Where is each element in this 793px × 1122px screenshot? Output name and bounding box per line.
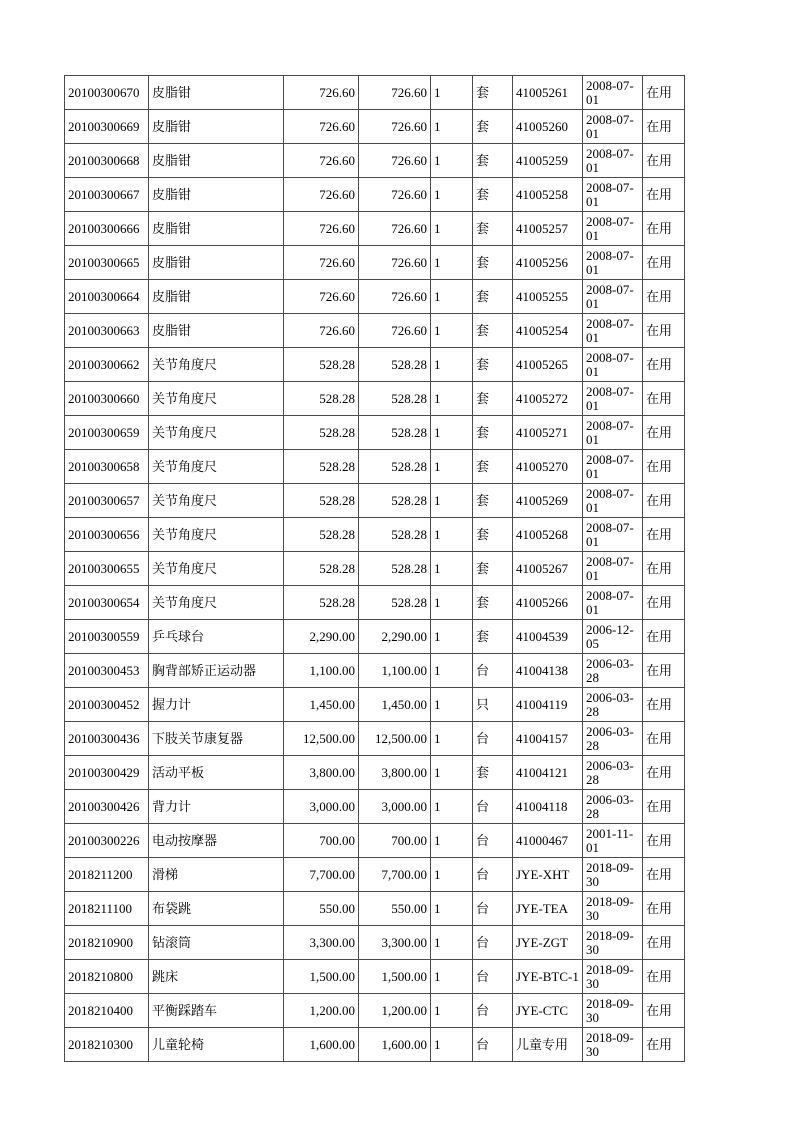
cell-asset-id: 2018210900 xyxy=(65,926,149,960)
table-row xyxy=(65,110,685,144)
table-row xyxy=(65,756,685,790)
cell-start-date: 2006-03-28 xyxy=(583,654,643,688)
cell-total-value: 726.60 xyxy=(359,76,431,110)
cell-start-date: 2008-07-01 xyxy=(583,518,643,552)
cell-status: 在用 xyxy=(643,960,685,994)
table-row xyxy=(65,246,685,280)
cell-asset-name: 布袋跳 xyxy=(149,892,284,926)
cell-start-date: 2008-07-01 xyxy=(583,110,643,144)
cell-asset-name: 关节角度尺 xyxy=(149,586,284,620)
cell-quantity: 1 xyxy=(431,892,473,926)
table-row xyxy=(65,586,685,620)
cell-status: 在用 xyxy=(643,348,685,382)
table-row xyxy=(65,382,685,416)
table-row xyxy=(65,416,685,450)
cell-status: 在用 xyxy=(643,756,685,790)
table-row xyxy=(65,960,685,994)
cell-asset-name: 皮脂钳 xyxy=(149,178,284,212)
cell-status: 在用 xyxy=(643,858,685,892)
cell-model-code: 41005265 xyxy=(513,348,583,382)
cell-asset-id: 20100300426 xyxy=(65,790,149,824)
cell-unit-price: 528.28 xyxy=(284,382,359,416)
cell-quantity: 1 xyxy=(431,484,473,518)
cell-asset-id: 20100300436 xyxy=(65,722,149,756)
cell-asset-id: 2018211100 xyxy=(65,892,149,926)
cell-total-value: 3,800.00 xyxy=(359,756,431,790)
cell-asset-name: 活动平板 xyxy=(149,756,284,790)
cell-asset-id: 2018210800 xyxy=(65,960,149,994)
cell-start-date: 2006-03-28 xyxy=(583,688,643,722)
cell-total-value: 7,700.00 xyxy=(359,858,431,892)
table-row xyxy=(65,722,685,756)
cell-asset-id: 20100300665 xyxy=(65,246,149,280)
cell-status: 在用 xyxy=(643,382,685,416)
cell-model-code: 儿童专用 xyxy=(513,1028,583,1062)
table-row xyxy=(65,688,685,722)
cell-model-code: 41005268 xyxy=(513,518,583,552)
cell-unit: 套 xyxy=(473,756,513,790)
cell-start-date: 2001-11-01 xyxy=(583,824,643,858)
table-row xyxy=(65,552,685,586)
cell-quantity: 1 xyxy=(431,178,473,212)
cell-unit: 套 xyxy=(473,246,513,280)
cell-unit-price: 528.28 xyxy=(284,552,359,586)
cell-asset-id: 20100300656 xyxy=(65,518,149,552)
cell-asset-name: 关节角度尺 xyxy=(149,552,284,586)
cell-unit: 套 xyxy=(473,348,513,382)
cell-model-code: 41004138 xyxy=(513,654,583,688)
cell-model-code: 41005271 xyxy=(513,416,583,450)
cell-start-date: 2018-09-30 xyxy=(583,960,643,994)
cell-quantity: 1 xyxy=(431,620,473,654)
cell-total-value: 1,100.00 xyxy=(359,654,431,688)
cell-quantity: 1 xyxy=(431,76,473,110)
cell-unit-price: 726.60 xyxy=(284,178,359,212)
cell-quantity: 1 xyxy=(431,586,473,620)
cell-asset-name: 皮脂钳 xyxy=(149,314,284,348)
cell-unit-price: 3,800.00 xyxy=(284,756,359,790)
cell-start-date: 2008-07-01 xyxy=(583,76,643,110)
cell-model-code: JYE-XHT xyxy=(513,858,583,892)
cell-start-date: 2018-09-30 xyxy=(583,994,643,1028)
table-row xyxy=(65,518,685,552)
cell-start-date: 2008-07-01 xyxy=(583,552,643,586)
table-row xyxy=(65,790,685,824)
cell-unit: 套 xyxy=(473,416,513,450)
cell-status: 在用 xyxy=(643,1028,685,1062)
cell-unit: 套 xyxy=(473,76,513,110)
cell-unit: 套 xyxy=(473,586,513,620)
cell-model-code: 41005272 xyxy=(513,382,583,416)
cell-start-date: 2008-07-01 xyxy=(583,178,643,212)
cell-model-code: 41005259 xyxy=(513,144,583,178)
cell-asset-name: 关节角度尺 xyxy=(149,348,284,382)
cell-quantity: 1 xyxy=(431,110,473,144)
cell-status: 在用 xyxy=(643,280,685,314)
cell-asset-name: 皮脂钳 xyxy=(149,212,284,246)
cell-quantity: 1 xyxy=(431,824,473,858)
cell-quantity: 1 xyxy=(431,348,473,382)
cell-asset-name: 背力计 xyxy=(149,790,284,824)
cell-asset-name: 滑梯 xyxy=(149,858,284,892)
cell-total-value: 528.28 xyxy=(359,450,431,484)
cell-start-date: 2008-07-01 xyxy=(583,144,643,178)
cell-asset-id: 20100300658 xyxy=(65,450,149,484)
cell-asset-id: 20100300452 xyxy=(65,688,149,722)
cell-unit: 套 xyxy=(473,280,513,314)
cell-asset-name: 关节角度尺 xyxy=(149,450,284,484)
cell-start-date: 2008-07-01 xyxy=(583,212,643,246)
cell-start-date: 2006-03-28 xyxy=(583,790,643,824)
table-row xyxy=(65,994,685,1028)
cell-total-value: 3,000.00 xyxy=(359,790,431,824)
cell-unit-price: 3,000.00 xyxy=(284,790,359,824)
cell-model-code: JYE-TEA xyxy=(513,892,583,926)
cell-status: 在用 xyxy=(643,586,685,620)
cell-asset-id: 20100300662 xyxy=(65,348,149,382)
table-row xyxy=(65,926,685,960)
table-row xyxy=(65,178,685,212)
cell-unit-price: 1,600.00 xyxy=(284,1028,359,1062)
cell-model-code: 41004539 xyxy=(513,620,583,654)
table-row xyxy=(65,280,685,314)
cell-asset-id: 20100300429 xyxy=(65,756,149,790)
cell-asset-name: 皮脂钳 xyxy=(149,76,284,110)
table-row xyxy=(65,654,685,688)
cell-quantity: 1 xyxy=(431,144,473,178)
cell-asset-id: 20100300666 xyxy=(65,212,149,246)
cell-unit-price: 528.28 xyxy=(284,484,359,518)
cell-unit: 套 xyxy=(473,178,513,212)
cell-model-code: 41005261 xyxy=(513,76,583,110)
cell-total-value: 1,600.00 xyxy=(359,1028,431,1062)
cell-status: 在用 xyxy=(643,926,685,960)
table-row xyxy=(65,824,685,858)
cell-unit-price: 528.28 xyxy=(284,450,359,484)
cell-quantity: 1 xyxy=(431,858,473,892)
cell-quantity: 1 xyxy=(431,450,473,484)
cell-status: 在用 xyxy=(643,246,685,280)
cell-unit-price: 726.60 xyxy=(284,76,359,110)
cell-model-code: 41005267 xyxy=(513,552,583,586)
cell-quantity: 1 xyxy=(431,790,473,824)
cell-unit-price: 1,100.00 xyxy=(284,654,359,688)
cell-asset-name: 平衡踩踏车 xyxy=(149,994,284,1028)
cell-asset-name: 关节角度尺 xyxy=(149,382,284,416)
cell-model-code: 41005269 xyxy=(513,484,583,518)
cell-status: 在用 xyxy=(643,790,685,824)
cell-unit-price: 528.28 xyxy=(284,348,359,382)
cell-unit-price: 528.28 xyxy=(284,586,359,620)
cell-quantity: 1 xyxy=(431,246,473,280)
cell-status: 在用 xyxy=(643,892,685,926)
cell-start-date: 2008-07-01 xyxy=(583,246,643,280)
cell-model-code: 41004157 xyxy=(513,722,583,756)
cell-status: 在用 xyxy=(643,654,685,688)
cell-asset-name: 儿童轮椅 xyxy=(149,1028,284,1062)
cell-start-date: 2008-07-01 xyxy=(583,382,643,416)
cell-asset-id: 20100300664 xyxy=(65,280,149,314)
cell-asset-name: 关节角度尺 xyxy=(149,416,284,450)
cell-total-value: 726.60 xyxy=(359,314,431,348)
cell-unit-price: 528.28 xyxy=(284,416,359,450)
cell-model-code: 41004118 xyxy=(513,790,583,824)
cell-total-value: 700.00 xyxy=(359,824,431,858)
cell-model-code: 41005255 xyxy=(513,280,583,314)
cell-quantity: 1 xyxy=(431,960,473,994)
cell-asset-id: 2018210300 xyxy=(65,1028,149,1062)
cell-asset-id: 2018210400 xyxy=(65,994,149,1028)
cell-start-date: 2018-09-30 xyxy=(583,1028,643,1062)
cell-total-value: 528.28 xyxy=(359,552,431,586)
cell-quantity: 1 xyxy=(431,756,473,790)
cell-total-value: 726.60 xyxy=(359,246,431,280)
cell-unit-price: 550.00 xyxy=(284,892,359,926)
cell-unit: 台 xyxy=(473,654,513,688)
cell-asset-id: 20100300660 xyxy=(65,382,149,416)
cell-status: 在用 xyxy=(643,450,685,484)
cell-model-code: 41005256 xyxy=(513,246,583,280)
cell-asset-id: 20100300667 xyxy=(65,178,149,212)
cell-quantity: 1 xyxy=(431,654,473,688)
cell-unit-price: 700.00 xyxy=(284,824,359,858)
cell-unit: 台 xyxy=(473,722,513,756)
cell-unit: 套 xyxy=(473,518,513,552)
cell-model-code: 41005270 xyxy=(513,450,583,484)
table-row xyxy=(65,892,685,926)
cell-unit: 套 xyxy=(473,382,513,416)
cell-total-value: 528.28 xyxy=(359,586,431,620)
cell-start-date: 2006-12-05 xyxy=(583,620,643,654)
cell-asset-id: 20100300654 xyxy=(65,586,149,620)
cell-unit: 台 xyxy=(473,960,513,994)
cell-total-value: 528.28 xyxy=(359,416,431,450)
cell-unit-price: 726.60 xyxy=(284,212,359,246)
cell-quantity: 1 xyxy=(431,994,473,1028)
cell-asset-id: 20100300659 xyxy=(65,416,149,450)
cell-quantity: 1 xyxy=(431,314,473,348)
cell-unit: 套 xyxy=(473,314,513,348)
table-row xyxy=(65,1028,685,1062)
cell-asset-id: 2018211200 xyxy=(65,858,149,892)
cell-model-code: JYE-BTC-1 xyxy=(513,960,583,994)
table-row xyxy=(65,484,685,518)
cell-start-date: 2018-09-30 xyxy=(583,926,643,960)
cell-status: 在用 xyxy=(643,416,685,450)
cell-asset-id: 20100300669 xyxy=(65,110,149,144)
cell-asset-id: 20100300670 xyxy=(65,76,149,110)
cell-model-code: 41005266 xyxy=(513,586,583,620)
cell-unit-price: 2,290.00 xyxy=(284,620,359,654)
cell-status: 在用 xyxy=(643,76,685,110)
cell-total-value: 726.60 xyxy=(359,212,431,246)
cell-quantity: 1 xyxy=(431,1028,473,1062)
cell-start-date: 2006-03-28 xyxy=(583,756,643,790)
cell-unit-price: 7,700.00 xyxy=(284,858,359,892)
cell-unit: 套 xyxy=(473,552,513,586)
cell-asset-id: 20100300453 xyxy=(65,654,149,688)
cell-start-date: 2018-09-30 xyxy=(583,858,643,892)
cell-asset-name: 握力计 xyxy=(149,688,284,722)
cell-total-value: 528.28 xyxy=(359,382,431,416)
cell-unit-price: 1,200.00 xyxy=(284,994,359,1028)
cell-unit-price: 528.28 xyxy=(284,518,359,552)
cell-unit: 套 xyxy=(473,620,513,654)
cell-status: 在用 xyxy=(643,620,685,654)
table-row xyxy=(65,314,685,348)
cell-model-code: JYE-ZGT xyxy=(513,926,583,960)
cell-start-date: 2006-03-28 xyxy=(583,722,643,756)
cell-unit: 台 xyxy=(473,926,513,960)
cell-model-code: 41000467 xyxy=(513,824,583,858)
cell-start-date: 2008-07-01 xyxy=(583,450,643,484)
cell-status: 在用 xyxy=(643,484,685,518)
cell-quantity: 1 xyxy=(431,416,473,450)
cell-quantity: 1 xyxy=(431,552,473,586)
cell-model-code: 41004121 xyxy=(513,756,583,790)
cell-unit: 套 xyxy=(473,110,513,144)
cell-unit-price: 1,500.00 xyxy=(284,960,359,994)
cell-asset-id: 20100300657 xyxy=(65,484,149,518)
cell-start-date: 2008-07-01 xyxy=(583,314,643,348)
cell-quantity: 1 xyxy=(431,382,473,416)
cell-total-value: 726.60 xyxy=(359,144,431,178)
cell-total-value: 528.28 xyxy=(359,518,431,552)
cell-asset-name: 皮脂钳 xyxy=(149,144,284,178)
cell-unit-price: 1,450.00 xyxy=(284,688,359,722)
cell-asset-name: 胸背部矫正运动器 xyxy=(149,654,284,688)
cell-status: 在用 xyxy=(643,722,685,756)
cell-asset-id: 20100300668 xyxy=(65,144,149,178)
cell-total-value: 2,290.00 xyxy=(359,620,431,654)
cell-unit: 只 xyxy=(473,688,513,722)
cell-asset-name: 乒乓球台 xyxy=(149,620,284,654)
cell-start-date: 2008-07-01 xyxy=(583,280,643,314)
asset-table xyxy=(64,75,685,1062)
cell-model-code: 41005257 xyxy=(513,212,583,246)
cell-total-value: 528.28 xyxy=(359,484,431,518)
cell-asset-name: 跳床 xyxy=(149,960,284,994)
cell-start-date: 2018-09-30 xyxy=(583,892,643,926)
cell-asset-name: 皮脂钳 xyxy=(149,110,284,144)
cell-start-date: 2008-07-01 xyxy=(583,484,643,518)
cell-unit: 台 xyxy=(473,790,513,824)
cell-asset-id: 20100300559 xyxy=(65,620,149,654)
table-row xyxy=(65,144,685,178)
cell-status: 在用 xyxy=(643,824,685,858)
cell-unit: 台 xyxy=(473,994,513,1028)
cell-total-value: 12,500.00 xyxy=(359,722,431,756)
cell-unit-price: 726.60 xyxy=(284,314,359,348)
cell-status: 在用 xyxy=(643,994,685,1028)
cell-unit: 台 xyxy=(473,892,513,926)
cell-unit-price: 726.60 xyxy=(284,144,359,178)
cell-model-code: 41005258 xyxy=(513,178,583,212)
cell-asset-name: 电动按摩器 xyxy=(149,824,284,858)
cell-total-value: 550.00 xyxy=(359,892,431,926)
cell-quantity: 1 xyxy=(431,688,473,722)
cell-asset-name: 皮脂钳 xyxy=(149,280,284,314)
cell-status: 在用 xyxy=(643,688,685,722)
cell-unit: 套 xyxy=(473,144,513,178)
cell-start-date: 2008-07-01 xyxy=(583,416,643,450)
cell-status: 在用 xyxy=(643,552,685,586)
cell-asset-name: 下肢关节康复器 xyxy=(149,722,284,756)
cell-start-date: 2008-07-01 xyxy=(583,348,643,382)
cell-asset-name: 关节角度尺 xyxy=(149,484,284,518)
cell-asset-name: 钻滚筒 xyxy=(149,926,284,960)
cell-asset-id: 20100300663 xyxy=(65,314,149,348)
cell-quantity: 1 xyxy=(431,212,473,246)
cell-status: 在用 xyxy=(643,518,685,552)
table-row xyxy=(65,212,685,246)
cell-quantity: 1 xyxy=(431,518,473,552)
asset-table-body xyxy=(65,76,685,1062)
cell-model-code: 41005260 xyxy=(513,110,583,144)
cell-quantity: 1 xyxy=(431,926,473,960)
cell-total-value: 3,300.00 xyxy=(359,926,431,960)
cell-quantity: 1 xyxy=(431,722,473,756)
cell-unit: 套 xyxy=(473,212,513,246)
document-sheet xyxy=(64,75,685,1062)
cell-unit-price: 12,500.00 xyxy=(284,722,359,756)
cell-status: 在用 xyxy=(643,314,685,348)
cell-status: 在用 xyxy=(643,178,685,212)
cell-total-value: 726.60 xyxy=(359,280,431,314)
cell-unit-price: 3,300.00 xyxy=(284,926,359,960)
cell-unit: 台 xyxy=(473,1028,513,1062)
cell-total-value: 1,200.00 xyxy=(359,994,431,1028)
cell-status: 在用 xyxy=(643,144,685,178)
cell-total-value: 1,450.00 xyxy=(359,688,431,722)
cell-asset-name: 皮脂钳 xyxy=(149,246,284,280)
cell-asset-id: 20100300655 xyxy=(65,552,149,586)
cell-model-code: 41005254 xyxy=(513,314,583,348)
cell-status: 在用 xyxy=(643,212,685,246)
table-row xyxy=(65,76,685,110)
cell-unit: 套 xyxy=(473,450,513,484)
cell-unit-price: 726.60 xyxy=(284,110,359,144)
table-row xyxy=(65,348,685,382)
cell-unit-price: 726.60 xyxy=(284,246,359,280)
cell-total-value: 726.60 xyxy=(359,110,431,144)
cell-start-date: 2008-07-01 xyxy=(583,586,643,620)
table-row xyxy=(65,858,685,892)
cell-total-value: 726.60 xyxy=(359,178,431,212)
cell-total-value: 1,500.00 xyxy=(359,960,431,994)
cell-unit: 台 xyxy=(473,824,513,858)
cell-asset-id: 20100300226 xyxy=(65,824,149,858)
cell-model-code: 41004119 xyxy=(513,688,583,722)
cell-unit: 台 xyxy=(473,858,513,892)
cell-quantity: 1 xyxy=(431,280,473,314)
cell-model-code: JYE-CTC xyxy=(513,994,583,1028)
cell-total-value: 528.28 xyxy=(359,348,431,382)
table-row xyxy=(65,620,685,654)
cell-asset-name: 关节角度尺 xyxy=(149,518,284,552)
cell-unit-price: 726.60 xyxy=(284,280,359,314)
cell-unit: 套 xyxy=(473,484,513,518)
table-row xyxy=(65,450,685,484)
cell-status: 在用 xyxy=(643,110,685,144)
